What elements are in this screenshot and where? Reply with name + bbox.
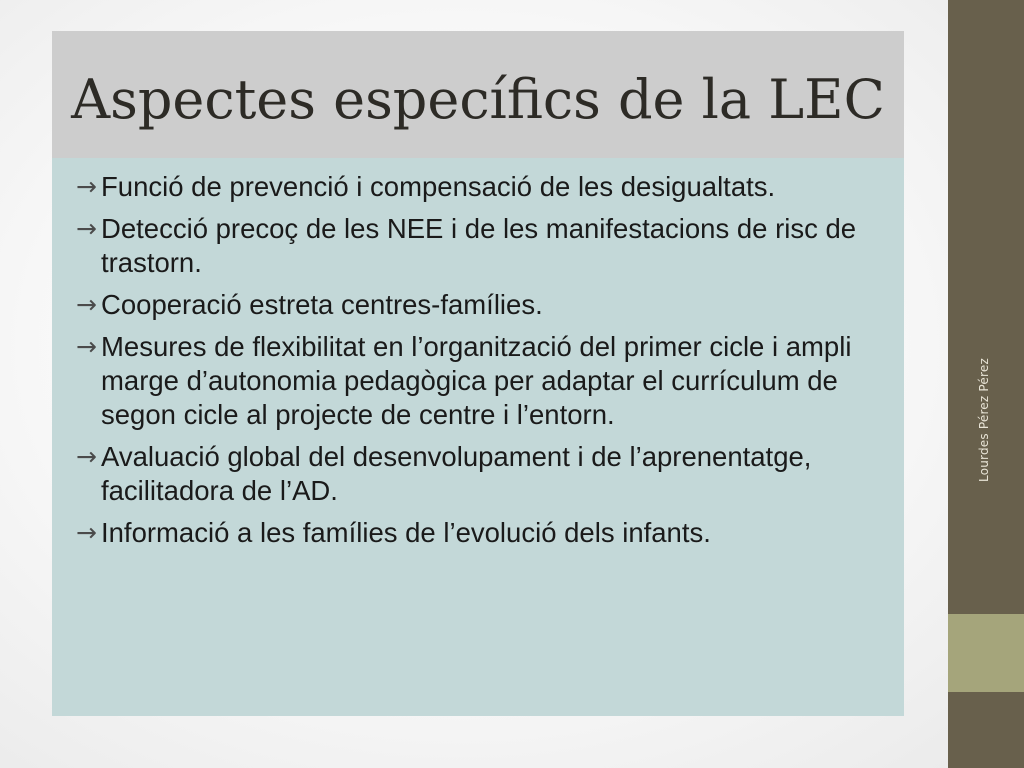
bullet-item	[76, 440, 892, 508]
content-panel	[52, 158, 904, 716]
right-arrow-icon: →	[76, 442, 97, 471]
bullet-text: Cooperació estreta centres-famílies.	[101, 289, 543, 320]
bullet-text: Informació a les famílies de l’evolució dels infants.	[101, 517, 711, 548]
title-band	[52, 31, 904, 158]
bullet-item	[76, 170, 892, 204]
slide-title: Aspectes específics de la LEC	[71, 68, 885, 131]
right-arrow-icon: →	[76, 214, 97, 243]
bullet-list	[52, 158, 904, 550]
bullet-text: Funció de prevenció i compensació de les desigualtats.	[101, 171, 776, 202]
bullet-text: Avaluació global del desenvolupament i de l’aprenentatge, facilitadora de l’AD.	[101, 441, 812, 506]
bullet-text: Detecció precoç de les NEE i de les manifestacions de risc de trastorn.	[101, 213, 857, 278]
right-arrow-icon: →	[76, 172, 97, 201]
sidebar-accent-block	[948, 614, 1024, 692]
right-arrow-icon: →	[76, 290, 97, 319]
right-arrow-icon: →	[76, 332, 97, 361]
bullet-item	[76, 516, 892, 550]
bullet-text: Mesures de flexibilitat en l’organització del primer cicle i ampli marge d’autonomia pedagògica per adaptar el currículum de segon cicle al projecte de centre i l’entorn.	[101, 331, 852, 430]
bullet-item	[76, 212, 892, 280]
slide-footer: Lourdes Pérez Pérez	[977, 358, 991, 482]
bullet-item	[76, 330, 892, 432]
bullet-item	[76, 288, 892, 322]
right-arrow-icon: →	[76, 518, 97, 547]
